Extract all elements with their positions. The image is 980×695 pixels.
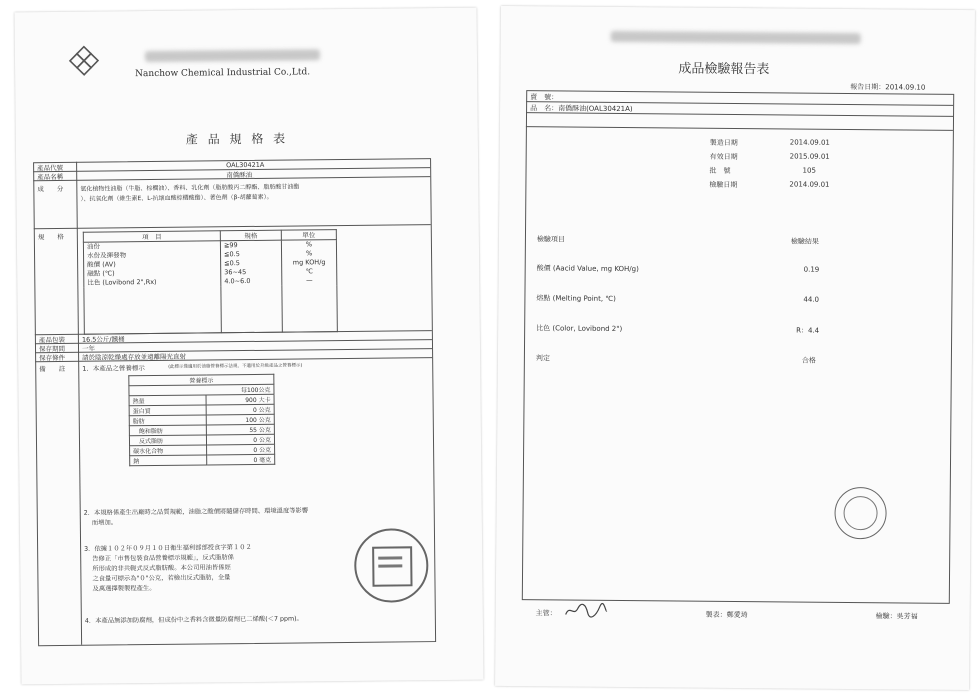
composition-line-1: 氫化植物性油脂（牛脂、棕櫚油）、香料、乳化劑（脂肪酸丙二醇酯、脂肪酸甘油酯 bbox=[80, 183, 300, 193]
date-value: 105 bbox=[802, 166, 816, 175]
nutrition-row-label: 鈉 bbox=[130, 455, 207, 466]
spec-unit: % bbox=[305, 240, 313, 249]
nutrition-row-label: 脂肪 bbox=[129, 415, 206, 426]
result-item: 熔點 (Melting Point, ℃) bbox=[536, 294, 616, 303]
company-logo-icon bbox=[67, 44, 101, 78]
note-4: 4．本產品無添加防腐劑，但成份中之香料含微量防腐劑已二烯酸(＜7 ppm)。 bbox=[84, 615, 303, 625]
note-3c: 所形成的非共軛式反式脂肪酸。本公司用油皆係經 bbox=[92, 564, 231, 573]
composition-label: 成 分 bbox=[37, 184, 64, 194]
inspector-label: 檢驗：吳芳福 bbox=[875, 612, 918, 621]
result-item: 酸價 (Aacid Value, mg KOH/g) bbox=[536, 264, 639, 274]
note-2b: 而增加。 bbox=[91, 519, 118, 527]
product-label: 品 名：南僑酥油(OAL30421A) bbox=[530, 104, 633, 114]
spec-header-spec: 規格 bbox=[220, 230, 281, 241]
company-seal-stamp bbox=[354, 528, 429, 603]
spec-item: 融點 (℃) bbox=[87, 269, 115, 278]
nutrition-row-label: 蛋白質 bbox=[129, 405, 206, 416]
nutrition-row-value: 900 大卡 bbox=[206, 394, 274, 405]
result-value: R：4.4 bbox=[796, 326, 820, 335]
code-label: 產品代號 bbox=[37, 163, 64, 173]
column-item-header: 檢驗項目 bbox=[536, 235, 565, 244]
inspection-stamp bbox=[834, 487, 886, 539]
result-item: 比色 (Color, Lovibond 2") bbox=[536, 324, 623, 334]
nutrition-row-label: 碳水化合物 bbox=[130, 445, 207, 456]
date-value: 2015.09.01 bbox=[789, 152, 830, 161]
note-3a: 3．依據１０２年０９月１０日衛生福利部部授食字第１０２ bbox=[84, 543, 252, 553]
nutrition-row-value: 0 公克 bbox=[207, 434, 275, 445]
spec-value: 4.0~6.0 bbox=[224, 276, 251, 286]
spec-value: ≦0.5 bbox=[224, 259, 240, 268]
nutrition-per: 每100公克 bbox=[129, 384, 274, 396]
spec-header-unit: 單位 bbox=[281, 230, 336, 241]
spec-unit: — bbox=[306, 276, 313, 285]
storage-value: 請於陰涼乾燥處存放並遠離陽光直射 bbox=[82, 352, 187, 362]
company-name-english: Nanchow Chemical Industrial Co.,Ltd. bbox=[135, 67, 311, 80]
shelf-label: 保存期間 bbox=[38, 344, 66, 354]
report-date: 報告日期：2014.09.10 bbox=[850, 82, 926, 92]
nutrition-title: 營養標示 bbox=[129, 374, 274, 386]
note-1-small: (此標示僅適用於油脂營養標示法規，不適用於升級產品之營養標示) bbox=[168, 363, 303, 370]
spec-header-item: 項 目 bbox=[83, 231, 220, 242]
shelf-value: 一年 bbox=[81, 344, 96, 353]
note-3e: 及萬選擇製製程產生。 bbox=[92, 584, 156, 593]
nutrition-row-value: 100 公克 bbox=[207, 414, 275, 425]
name-value: 南僑酥油 bbox=[226, 170, 253, 180]
inspection-report-page bbox=[495, 6, 975, 690]
spec-table bbox=[83, 229, 338, 335]
date-value: 2014.09.01 bbox=[789, 180, 830, 189]
supervisor-signature-icon bbox=[564, 603, 608, 619]
spec-value: 36~45 bbox=[224, 268, 247, 277]
note-2a: 2．本規格係產生出廠時之品質規範，油脂之酸價將隨儲存時間、環境溫度等影響 bbox=[83, 507, 309, 517]
result-value: 0.19 bbox=[803, 265, 820, 274]
company-name-blurred bbox=[611, 31, 861, 44]
storage-label: 保存條件 bbox=[39, 353, 66, 363]
date-label: 批 號 bbox=[709, 166, 731, 175]
spec-value: ≦0.5 bbox=[223, 250, 240, 259]
maker-label: 製表：鄭愛琦 bbox=[705, 610, 748, 620]
spec-label: 規 格 bbox=[37, 232, 64, 242]
spec-sheet-title: 產 品 規 格 表 bbox=[185, 131, 289, 147]
code-value: OAL30421A bbox=[226, 160, 265, 170]
date-label: 製造日期 bbox=[709, 138, 738, 148]
spec-sheet-page bbox=[14, 8, 483, 685]
note-3d: 之食量可標示為"０"公克，若檢出反式脂肪，全量 bbox=[92, 574, 231, 583]
result-value: 合格 bbox=[801, 356, 816, 365]
spec-item: 油份 bbox=[86, 242, 100, 251]
note-1: 1．本產品之營養標示 bbox=[82, 364, 145, 373]
note-3b: 告修正「市售包裝食品營養標示規範」，反式脂肪係 bbox=[92, 554, 234, 563]
nutrition-row-label: 反式脂肪 bbox=[129, 435, 206, 446]
spec-unit: ℃ bbox=[305, 267, 313, 276]
date-label: 檢驗日期 bbox=[709, 180, 738, 190]
composition-line-2: ）、抗氧化劑（維生素E、L-抗壞血酸棕櫚酸酯）、著色劑（β-胡蘿蔔素）。 bbox=[80, 193, 273, 203]
nutrition-row-value: 0 公克 bbox=[206, 404, 274, 415]
spec-unit: % bbox=[305, 249, 313, 258]
nutrition-row-value: 0 毫克 bbox=[207, 454, 275, 465]
date-value: 2014.09.01 bbox=[789, 138, 830, 147]
column-result-header: 檢驗結果 bbox=[790, 237, 819, 246]
buyer-label: 賣 號： bbox=[530, 93, 559, 102]
spec-unit: mg KOH/g bbox=[292, 258, 326, 267]
date-label: 有效日期 bbox=[709, 152, 738, 162]
pack-label: 產品包裝 bbox=[38, 335, 65, 345]
spec-item: 水份及揮發物 bbox=[87, 251, 127, 260]
company-name-chinese-blurred bbox=[145, 49, 320, 62]
spec-item: 比色 (Lovibond 2",Rx) bbox=[87, 277, 157, 287]
nutrition-row-label: 飽和脂肪 bbox=[129, 425, 206, 436]
name-label: 產品名稱 bbox=[37, 172, 64, 182]
result-value: 44.0 bbox=[803, 295, 820, 304]
nutrition-table bbox=[128, 374, 275, 467]
pack-value: 16.5公斤/鐵桶 bbox=[81, 335, 125, 344]
report-title: 成品檢驗報告表 bbox=[678, 61, 770, 78]
report-frame bbox=[522, 90, 954, 604]
nutrition-row-label: 熱量 bbox=[129, 395, 206, 406]
nutrition-row-value: 55 公克 bbox=[207, 424, 275, 435]
spec-value: ≧99 bbox=[223, 241, 238, 250]
nutrition-row-value: 0 公克 bbox=[207, 444, 275, 455]
note-label: 備 註 bbox=[39, 364, 66, 374]
result-item: 判定 bbox=[535, 354, 550, 363]
spec-item: 酸價 (AV) bbox=[87, 260, 116, 269]
supervisor-label: 主管： bbox=[535, 609, 557, 618]
